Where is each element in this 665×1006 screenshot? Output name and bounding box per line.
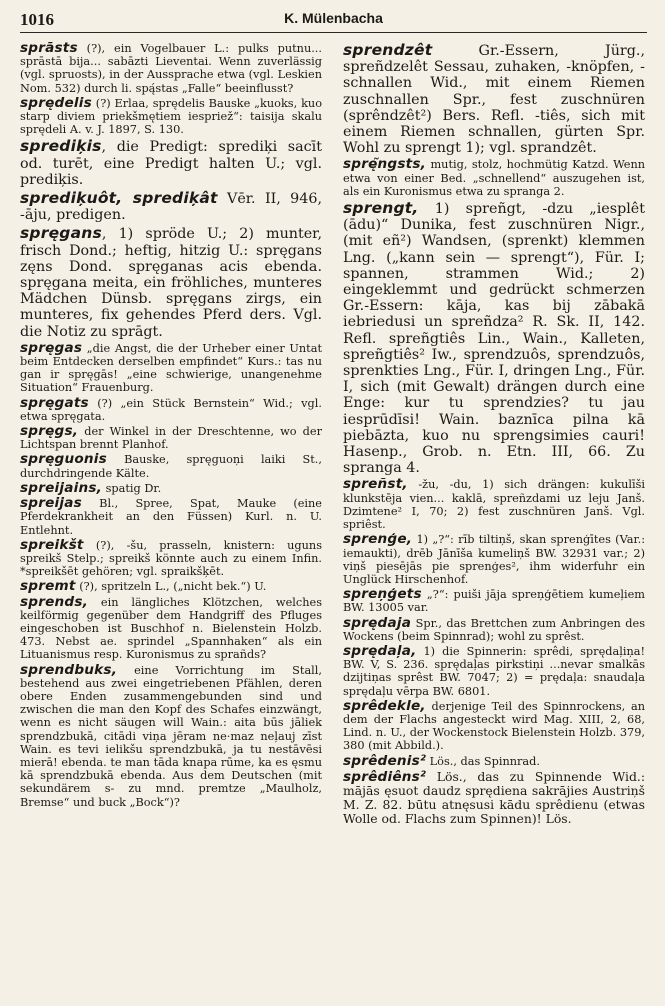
- entry-text: Lös., das zu Spinnende Wid.: mājās ęsuot daudz sprędiena sakrājies Austriņš M. Z. 82. būtu atnęsusi kādu sprêdienu (etwas Wolle od. Flachs zum Spinnen)! Lös.: [343, 768, 645, 826]
- entry-text: 1) spreñgt, -dzu „iesplêt (ādu)“ Dunika, fest zuschnüren Nigr., (mit eñ²) Wandsen, (sprenkt) klemmen Lng. („kann sein — sprengt“), Für. I; spannen, strammen Wid.; 2) eingeklemmt und gedrückt schmerzen Gr.-Essern: kāja, kas bij zābakā iebriedusi un spreñdza² R. Sk. II, 142. Refl. spreñgtiês Lin., Wain., Kalleten, spreñgtiês² Iw., sprendzuôs, sprendzuôs, sprenkties Lng., Für. I, dringen Lng., Für. I, sich (mit Gewalt) drängen durch eine Enge: kur tu sprendzies? tu jau iesprūdīsi! Wain. baznīca pilna kā piebāzta, kuo nu sprengsimies cauri! Hasenp., Grob. n. Etn. III, 66. Zu spranga 4.: [343, 201, 645, 477]
- headword: spreikšt: [20, 536, 84, 553]
- dictionary-entry: [343, 588, 645, 614]
- headword: sprengt,: [343, 199, 419, 218]
- dictionary-entry: [20, 394, 322, 423]
- entry-text: (?), -šu, prasseln, knistern: uguns spreikš Stelp.; spreikš könnte auch zu einem Infin. *spreikšēt gehören; vgl. spraikšķēt.: [20, 538, 322, 579]
- dictionary-entry: [20, 536, 322, 579]
- entry-text: mutig, stolz, hochmütig Katzd. Wenn etwa von einer Bed. „schnellend“ auszugehen ist, als ein Kuronismus etwa zu spranga 2.: [343, 158, 645, 198]
- dictionary-entry: [20, 190, 322, 223]
- dictionary-entry: [20, 425, 322, 451]
- entry-text: „?“: puiši jāja spreņģētiem kumeļiem BW. 13005 var.: [343, 588, 645, 615]
- headword: spręgats: [20, 394, 89, 411]
- entry-text: Gr.-Essern, Jürg., spreñdzelêt Sessau, zuhaken, -knöpfen, -schnallen Wid., mit einem Riemen zuschnallen Spr., fest zuschnüren (sprêndzêt²) Bers. Refl. -tiês, sich mit einem Riemen schnallen, gürten Spr. Wohl zu sprengt 1); vgl. sprandzêt.: [343, 43, 645, 157]
- headword: spremt: [20, 578, 76, 595]
- headword: spręguonis: [20, 451, 107, 468]
- entry-text: der Winkel in der Dreschtenne, wo der Lichtspan brennt Planhof.: [20, 425, 322, 452]
- running-head: K. Mülenbacha: [284, 10, 383, 26]
- dictionary-entry: [343, 614, 645, 643]
- dictionary-entry: [20, 497, 322, 537]
- headword: sprędelis: [20, 94, 92, 111]
- headword: sprę̃ngsts,: [343, 156, 426, 173]
- dictionary-entry: [20, 225, 322, 339]
- entry-text: 1) „?“: rīb tiltiņš, skan sprenģītes (Var.: iemaukti), drēb Jānīša kumeliņš BW. 32931 var.; 2) viņš piesējās pie sprenģes², ihm widerfuhr ein Unglück Hirschenhof.: [343, 533, 645, 586]
- entry-text: Bauske, spręguoņi laiki St., durchdringende Kälte.: [20, 453, 322, 480]
- dictionary-entry: [20, 94, 322, 137]
- entry-text: spatig Dr.: [102, 481, 162, 495]
- entry-text: (?) „ein Stück Bernstein“ Wid.; vgl. etwa spręgata.: [20, 396, 322, 423]
- dictionary-entry: [20, 479, 322, 496]
- entry-text: Lös., das Spinnrad.: [426, 754, 540, 768]
- dictionary-entry: [20, 593, 322, 662]
- headword: sprêdenis²: [343, 752, 427, 769]
- headword: sprenģe,: [343, 531, 413, 548]
- entry-text: eine Vorrichtung im Stall, bestehend aus zwei eingetriebenen Pfählen, deren obere Enden zusammengebunden sind und zwischen die man den Kopf des Schafes einzwängt, wenn es nicht säugen will Wain.: aita būs jāliek sprendzbukā, citādi viņa jēram ne·maz neļauj zīst Wain. es tevi ielikšu sprendzbukā, ja tu nestāvēsi mierā! ebenda. te man tāda knapa rūme, ka es ęsmu kā sprendzbukā ebenda. Aus dem Deutschen (mit sekundärem s- zu mnd. premtze „Maulholz, Bremse“ und buck „Bock“)?: [20, 663, 322, 809]
- entry-text: 1) die Spinnerin: sprêdi, sprędaļiņa! BW. V, S. 236. sprędaļas pirkstiņi ...nevar smalkās dzijtiņas sprêst BW. 7047; 2) = prędaļa: snaudaļa sprędaļu vērpa BW. 6801.: [343, 644, 645, 698]
- entry-text: (?) Erlaa, sprędelis Bauske „kuoks, kuo starp diviem priekšmętiem iespriež“: taisija skalu sprędeli A. v. J. 1897, S. 130.: [20, 96, 322, 137]
- headword: sprêdekle,: [343, 697, 426, 714]
- entry-text: (?), spritzeln L., („nicht bek.“) U.: [75, 580, 267, 594]
- headword: sprediķis: [20, 137, 102, 156]
- page-number: 1016: [20, 10, 54, 29]
- right-column: [343, 42, 645, 997]
- entry-text: Spr., das Brettchen zum Anbringen des Wockens (beim Spinnrad); wohl zu sprêst.: [343, 616, 645, 643]
- dictionary-entry: [20, 661, 322, 809]
- headword: sprendbuks,: [20, 661, 118, 678]
- headword: sprediķuôt, sprediķât: [20, 189, 218, 208]
- left-column: [20, 42, 322, 997]
- dictionary-entry: [343, 533, 645, 586]
- headword: sprędaja: [343, 614, 412, 631]
- entry-text: Vēr. II, 946, -āju, predigen.: [20, 191, 322, 224]
- headword: spreijas: [20, 495, 82, 512]
- headword: spręgs,: [20, 423, 79, 440]
- headword: spreņģets: [343, 586, 422, 603]
- entry-text: -žu, -du, 1) sich drängen: kukulīši klunkstēja vien... kaklā, spreñzdami uz leju Janš. Dzimtene² I, 70; 2) fest zuschnüren Janš. Vgl. spriêst.: [343, 478, 645, 532]
- dictionary-entry: [20, 138, 322, 188]
- entry-text: „die Angst, die der Urheber einer Untat beim Entdecken derselben empfindet“ Kurs.: tas nu gan ir spręgās! „eine schwierige, unangenehme Situation“ Frauenburg.: [20, 341, 322, 395]
- dictionary-entry: [343, 478, 645, 531]
- headword: sprędaļa,: [343, 642, 417, 659]
- headword: spreñst,: [343, 476, 408, 493]
- entry-text: (?), ein Vogelbauer L.: pulks putnu... sprāstā bija... sabāzti Lieventai. Wenn zuverlässig (vgl. spruosts), in der Aussprache etwa (vgl. Leskien Nom. 532) durch li. spą́stas „Falle“ beeinflusst?: [20, 42, 322, 95]
- dictionary-entry: [343, 752, 645, 769]
- dictionary-entry: [343, 642, 645, 698]
- dictionary-entry: [343, 42, 645, 156]
- headword: sprendzêt: [343, 42, 433, 59]
- dictionary-entry: [343, 697, 645, 753]
- headword: spręgans: [20, 224, 102, 243]
- entry-text: derjenige Teil des Spinnrockens, an dem der Flachs angesteckt wird Mag. XIII, 2, 68, Lind. n. U., der Wockenstock Bielenstein Holzb. 379, 380 (mit Abbild.).: [343, 699, 645, 753]
- headword: sprends,: [20, 593, 89, 610]
- entry-text: , 1) spröde U.; 2) munter, frisch Dond.; heftig, hitzig U.: spręgans zęns Dond. spręganas acis ebenda. spręgana meita, ein fröhliches, munteres Mädchen Dünsb. spręgans zirgs, ein munteres, fix gehendes Pferd ders. Vgl. die Notiz zu sprāgt.: [20, 226, 322, 340]
- dictionary-entry: [20, 580, 322, 593]
- dictionary-entry: [20, 339, 322, 395]
- dictionary-entry: [343, 200, 645, 476]
- entry-text: ein längliches Klötzchen, welches keilförmig gegenüber dem Handgriff des Pfluges eingeschoben ist Buschhof n. Bielenstein Holzb. 473. Nebst ae. sprindel „Spannhaken“ als ein Lituanismus resp. Kuronismus zu sprañds?: [20, 595, 322, 662]
- dictionary-entry: [20, 453, 322, 479]
- entry-text: , die Predigt: sprediķi sacīt od. turēt, eine Predigt halten U.; vgl. prediķis.: [20, 139, 322, 188]
- headword: sprêdiêns²: [343, 768, 427, 785]
- headword: sprāsts: [20, 42, 78, 56]
- headword: spreijains,: [20, 479, 103, 496]
- entry-text: Bl., Spree, Spat, Mauke (eine Pferdekrankheit an den Füssen) Kurl. n. U. Entlehnt.: [20, 497, 322, 537]
- dictionary-entry: [343, 158, 645, 198]
- page-header: [20, 10, 647, 33]
- dictionary-entry: [20, 42, 322, 95]
- dictionary-entry: [343, 770, 645, 826]
- headword: spręgas: [20, 339, 83, 356]
